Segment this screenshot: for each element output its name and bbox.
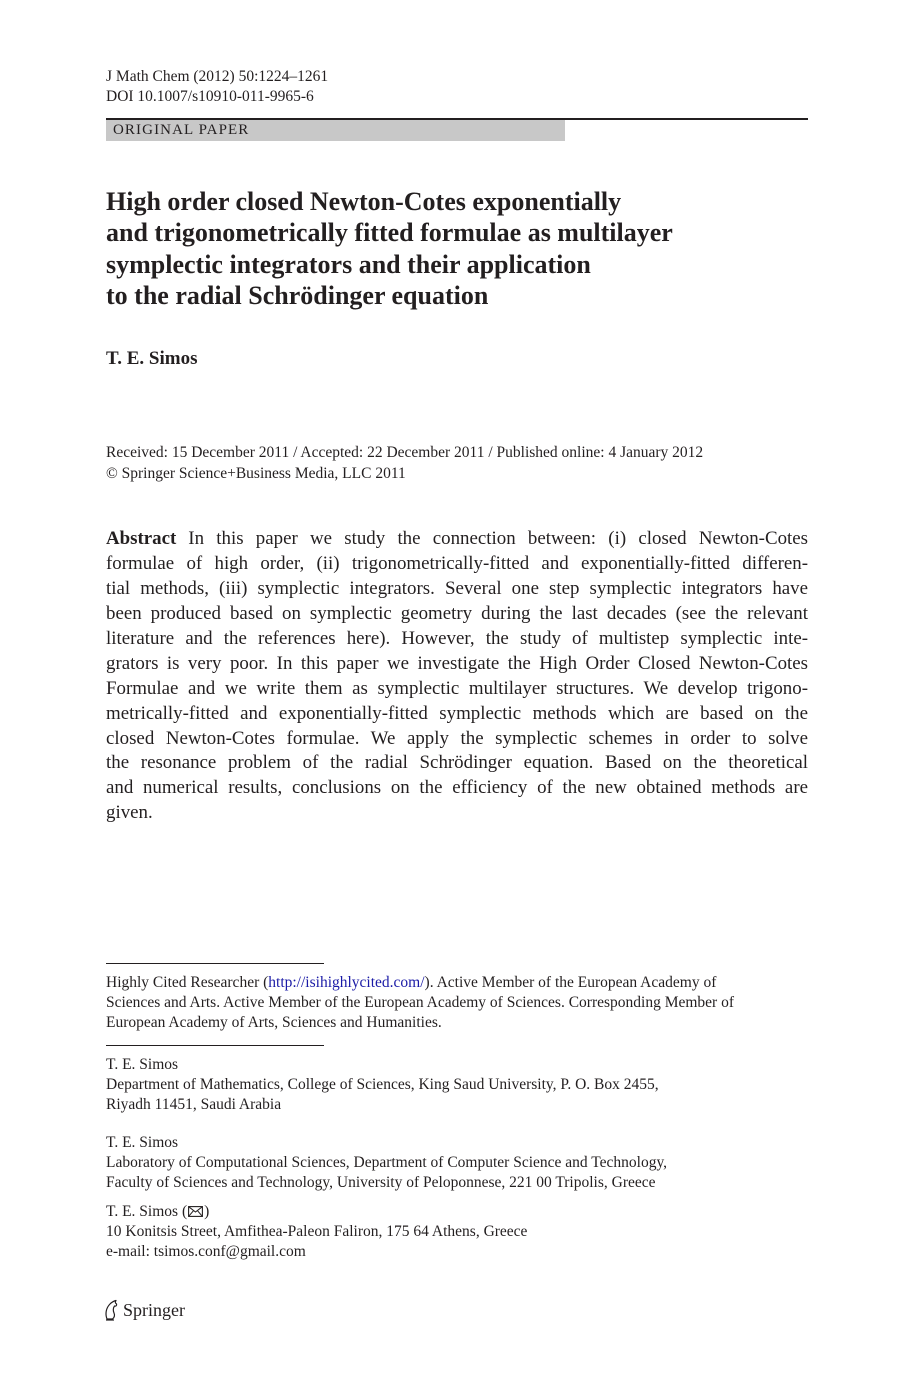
author-name: T. E. Simos [106,348,198,369]
footnote-text: ). Active Member of the European Academy of [424,974,717,991]
email-line: e-mail: tsimos.conf@gmail.com [106,1243,306,1261]
affiliation-rule [106,1045,324,1046]
abstract-line: closed Newton-Cotes formulae. We apply the symplectic schemes in order to solve [106,727,808,749]
envelope-icon[interactable] [188,1206,203,1217]
affiliation-author: T. E. Simos [106,1203,179,1220]
abstract-line: literature and the references here). However, the study of multistep symplectic inte- [106,627,808,649]
abstract-line: tial methods, (iii) symplectic integrators. Several one step symplectic integrators have [106,577,808,599]
affiliation-corresponding [106,1202,808,1263]
affiliation-line: Riyadh 11451, Saudi Arabia [106,1096,282,1114]
affiliation-line: Department of Mathematics, College of Sciences, King Saud University, P. O. Box 2455, [106,1076,659,1094]
abstract-text: In this paper we study the connection between: (i) closed Newton-Cotes [188,528,808,549]
title-line: and trigonometrically fitted formulae as multilayer [106,218,673,248]
abstract-line: and numerical results, conclusions on the efficiency of the new obtained methods are [106,777,808,799]
footnote-line: European Academy of Arts, Sciences and Humanities. [106,1014,442,1032]
abstract-line: formulae of high order, (ii) trigonometrically-fitted and exponentially-fitted differen- [106,552,808,574]
springer-horse-icon [104,1299,119,1321]
publication-dates [106,443,703,484]
footnote-text: Highly Cited Researcher ( [106,974,269,991]
affiliation [106,1133,808,1194]
affiliation-author: T. E. Simos [106,1134,179,1151]
abstract-line: given. [106,802,153,824]
history-line: Received: 15 December 2011 / Accepted: 22 December 2011 / Published online: 4 January 2012 [106,444,704,461]
abstract-line: the resonance problem of the radial Schrödinger equation. Based on the theoretical [106,752,808,774]
abstract-line: Formulae and we write them as symplectic multilayer structures. We develop trigono- [106,677,808,699]
doi: DOI 10.1007/s10910-011-9965-6 [106,88,314,105]
journal-citation: J Math Chem (2012) 50:1224–1261 [106,68,329,85]
affiliation [106,1055,808,1116]
title-line: High order closed Newton-Cotes exponentially [106,187,622,216]
abstract [106,527,808,826]
article-type: ORIGINAL PAPER [113,122,250,138]
abstract-line: metrically-fitted and exponentially-fitted symplectic methods which are based on the [106,702,808,724]
abstract-heading: Abstract [106,528,177,549]
abstract-line: grators is very poor. In this paper we investigate the High Order Closed Newton-Cotes [106,652,808,674]
footnote-line [106,973,808,993]
abstract-line [106,527,808,552]
title-line: to the radial Schrödinger equation [106,281,489,311]
footnote-rule [106,963,324,964]
affiliation-author: T. E. Simos [106,1056,179,1073]
title-line: symplectic integrators and their application [106,249,591,279]
journal-info [106,67,328,107]
isihighlycited-link[interactable]: http://isihighlycited.com/ [268,974,425,991]
publisher-name: Springer [123,1300,185,1320]
footnote-line: Sciences and Arts. Active Member of the European Academy of Sciences. Corresponding Member of [106,994,734,1012]
copyright-line: © Springer Science+Business Media, LLC 2011 [106,464,406,482]
publisher-footer [104,1298,185,1322]
affiliation-line: 10 Konitsis Street, Amfithea-Paleon Faliron, 175 64 Athens, Greece [106,1223,528,1241]
paper-title [106,186,766,312]
affiliation-line: Laboratory of Computational Sciences, Department of Computer Science and Technology, [106,1154,668,1172]
affiliation-line: Faculty of Sciences and Technology, University of Peloponnese, 221 00 Tripolis, Greece [106,1174,656,1192]
affiliation-author-line: T. E. Simos ( ) [106,1203,210,1220]
abstract-line: been produced based on symplectic geometry during the last decades (see the relevant [106,602,808,624]
author-footnote [106,973,808,1034]
